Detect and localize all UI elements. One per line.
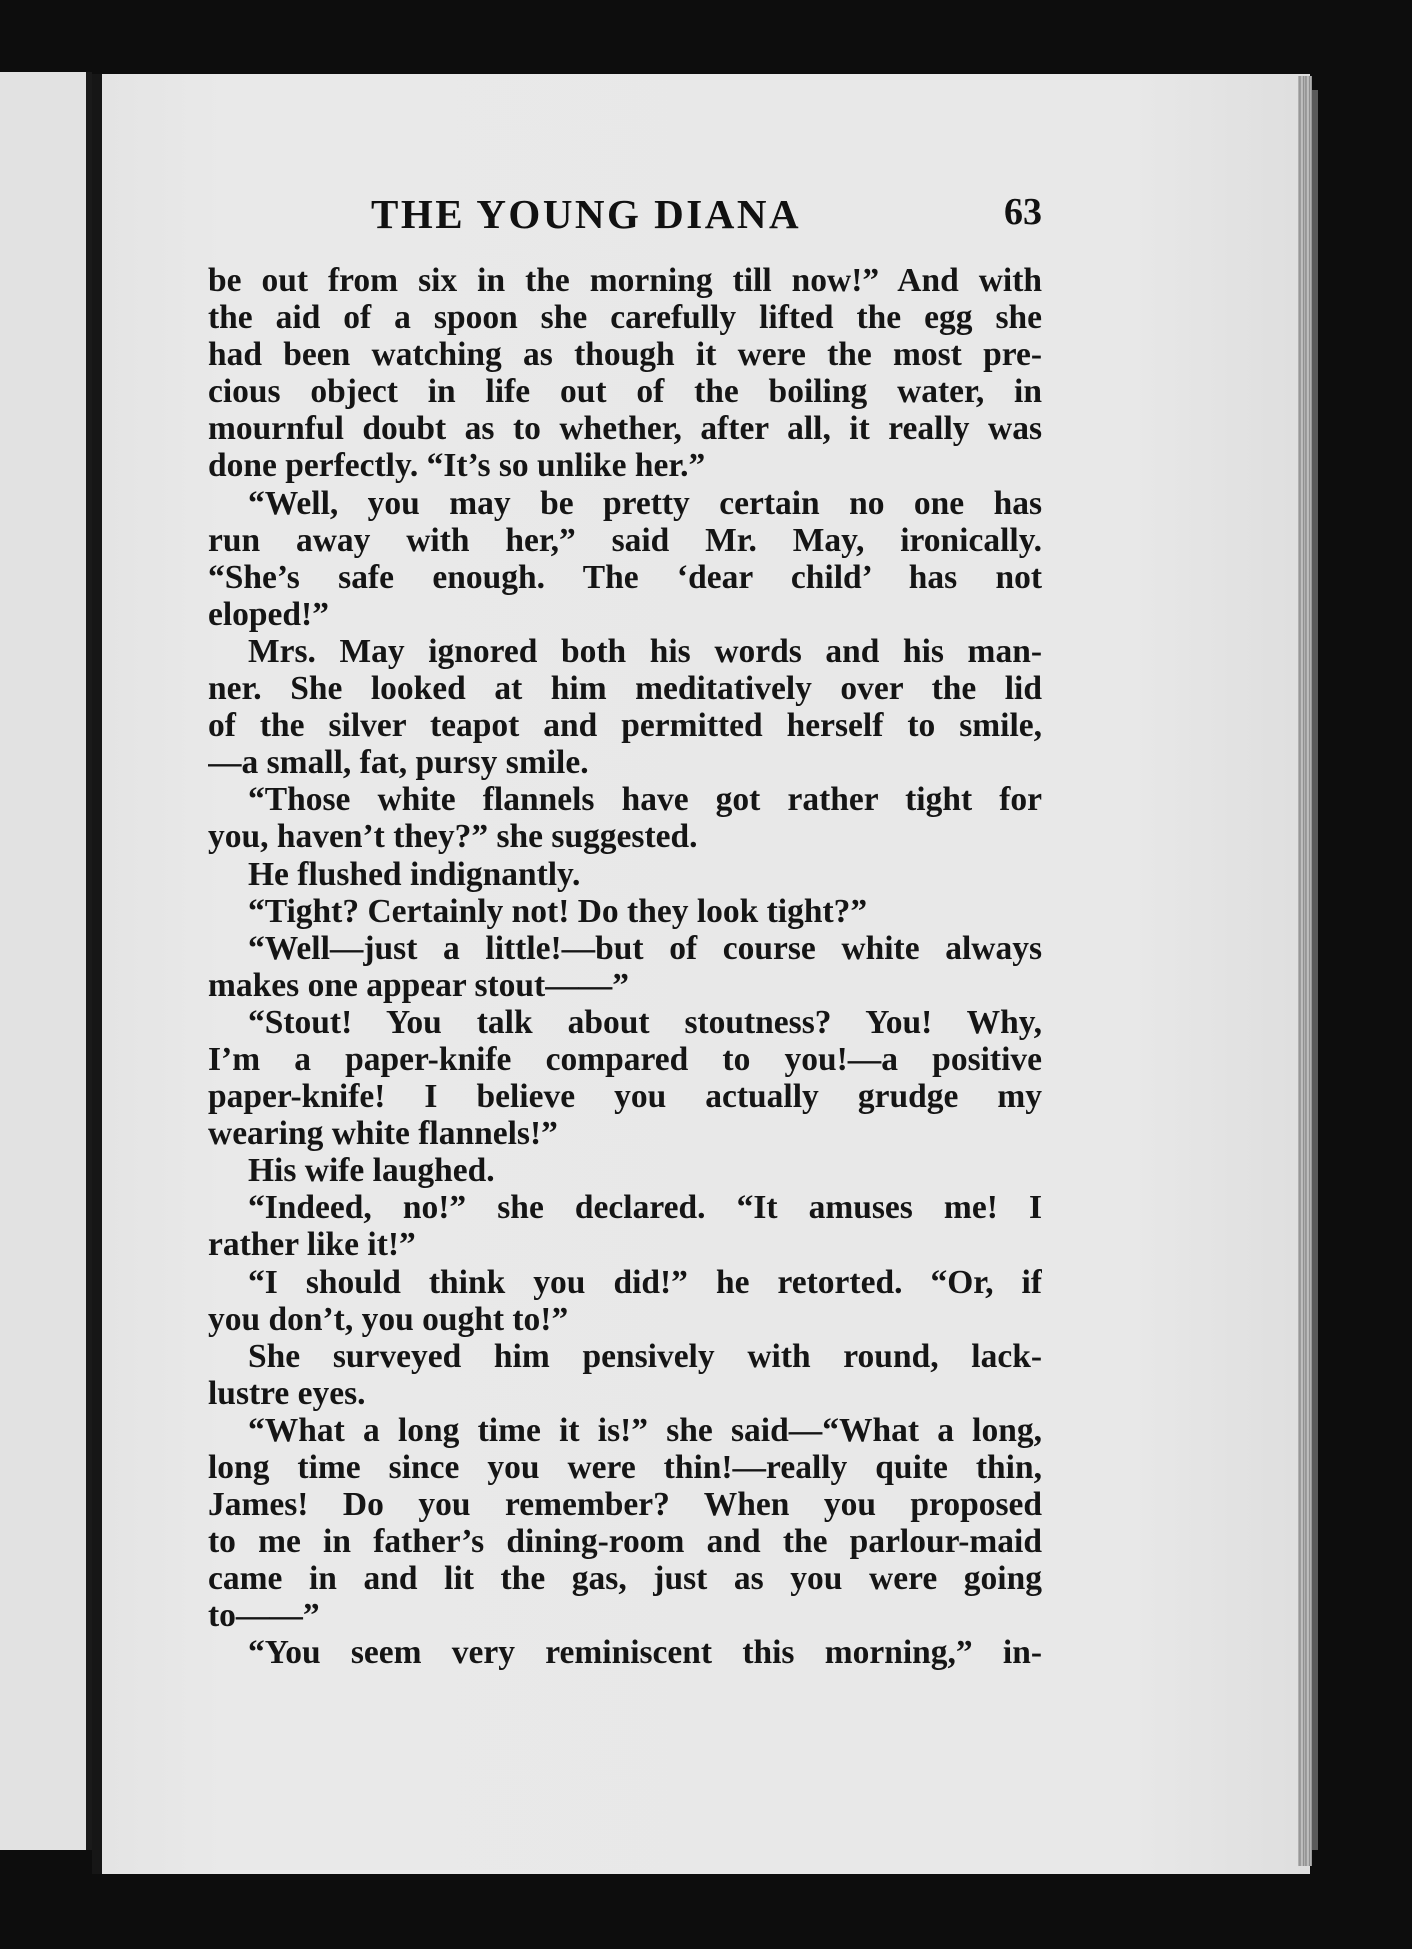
text-line: I’m a paper-knife compared to you!—a positive	[208, 1040, 1042, 1078]
page-shadow	[1312, 90, 1318, 1850]
text-line: run away with her,” said Mr. May, ironically.	[208, 521, 1042, 559]
text-line: He flushed indignantly.	[248, 855, 581, 893]
body-text	[208, 262, 1042, 1672]
text-line: had been watching as though it were the most pre-	[208, 336, 1042, 374]
text-line: eloped!”	[208, 595, 329, 633]
text-line: She surveyed him pensively with round, lack-	[248, 1337, 1042, 1375]
text-line: His wife laughed.	[248, 1152, 495, 1190]
text-line: ner. She looked at him meditatively over the lid	[208, 670, 1042, 708]
text-line: mournful doubt as to whether, after all, it really was	[208, 410, 1042, 448]
page-number: 63	[1004, 191, 1042, 233]
text-line: makes one appear stout——”	[208, 966, 629, 1004]
text-line: “Tight? Certainly not! Do they look tight?”	[248, 892, 868, 930]
text-line: “Those white flannels have got rather tight for	[248, 781, 1042, 819]
text-line: “I should think you did!” he retorted. “Or, if	[248, 1263, 1042, 1301]
text-line: paper-knife! I believe you actually grudge my	[208, 1078, 1042, 1116]
text-line: cious object in life out of the boiling water, in	[208, 373, 1042, 411]
text-line: lustre eyes.	[208, 1374, 366, 1412]
text-line: “Stout! You talk about stoutness? You! Why,	[248, 1003, 1042, 1041]
text-line: wearing white flannels!”	[208, 1115, 558, 1153]
text-line: Mrs. May ignored both his words and his man-	[248, 632, 1042, 670]
text-line: “What a long time it is!” she said—“What a long,	[248, 1411, 1042, 1449]
text-line: rather like it!”	[208, 1226, 416, 1264]
text-line: “Indeed, no!” she declared. “It amuses me! I	[248, 1189, 1042, 1227]
text-line: be out from six in the morning till now!” And with	[208, 262, 1042, 299]
text-line: to——”	[208, 1597, 320, 1635]
facing-page-edge	[0, 72, 92, 1850]
text-line: to me in father’s dining-room and the parlour-maid	[208, 1523, 1042, 1561]
running-title: THE YOUNG DIANA	[371, 191, 802, 237]
text-line: “She’s safe enough. The ‘dear child’ has not	[208, 558, 1042, 596]
text-line: of the silver teapot and permitted herself to smile,	[208, 707, 1042, 745]
text-line: —a small, fat, pursy smile.	[208, 744, 589, 782]
text-line: James! Do you remember? When you proposed	[208, 1486, 1042, 1524]
text-line: you, haven’t they?” she suggested.	[208, 818, 698, 856]
text-line: done perfectly. “It’s so unlike her.”	[208, 447, 706, 485]
text-line: “Well—just a little!—but of course white always	[248, 929, 1042, 967]
page-block-edge	[1298, 76, 1312, 1866]
text-line: you don’t, you ought to!”	[208, 1300, 569, 1338]
text-line: came in and lit the gas, just as you were going	[208, 1560, 1042, 1598]
text-line: long time since you were thin!—really quite thin,	[208, 1449, 1042, 1486]
text-line: the aid of a spoon she carefully lifted the egg she	[208, 299, 1042, 337]
running-header	[208, 190, 1042, 246]
text-line: “You seem very reminiscent this morning,” in-	[248, 1634, 1042, 1672]
text-line: “Well, you may be pretty certain no one has	[248, 484, 1042, 522]
